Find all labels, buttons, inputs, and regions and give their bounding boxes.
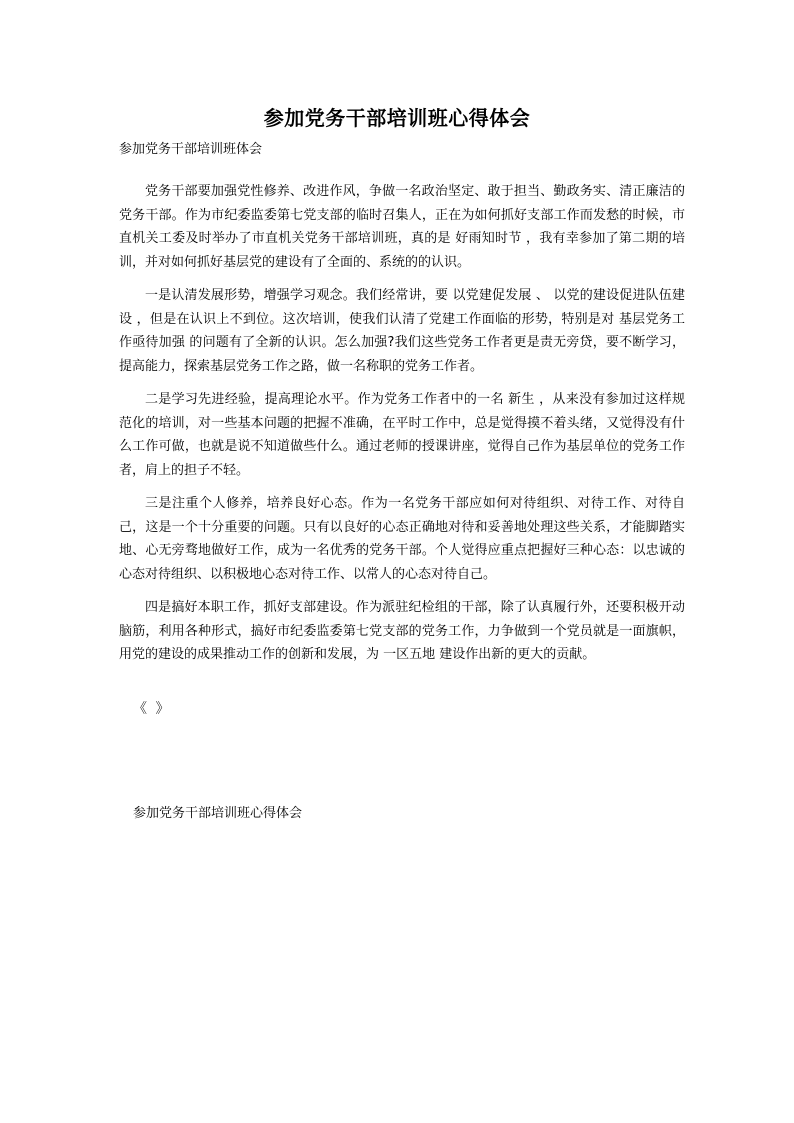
paragraph-point-3: 三是注重个人修养，培养良好心态。作为一名党务干部应如何对待组织、对待工作、对待自己，这是一个十分重要的问题。只有以良好的心态正确地对待和妥善地处理这些关系，才能脚踏实地、心无旁骛地做好工作，成为一名优秀的党务干部。个人觉得应重点把握好三种心态：以忠诚的心态对待组织、以积极地心态对待工作、以常人的心态对待自己。 (119, 496, 685, 582)
document-body (119, 180, 685, 677)
document-title: 参加党务干部培训班心得体会 (263, 106, 531, 130)
document-subtitle: 参加党务干部培训班体会 (119, 142, 263, 157)
paragraph-point-2: 二是学习先进经验，提高理论水平。作为党务工作者中的一名 新生 ，从来没有参加过这样规范化的培训，对一些基本问题的把握不准确，在平时工作中，总是觉得摸不着头绪，又觉得没有什么工作可做，也就是说不知道做些什么。通过老师的授课讲座，觉得自己作为基层单位的党务工作者，肩上的担子不轻。 (119, 392, 685, 478)
paragraph-intro: 党务干部要加强党性修养、改进作风，争做一名政治坚定、敢于担当、勤政务实、清正廉洁的党务干部。作为市纪委监委第七党支部的临时召集人，正在为如何抓好支部工作而发愁的时候，市直机关工委及时举办了市直机关党务干部培训班，真的是 好雨知时节 ，我有幸参加了第二期的培训，并对如何抓好基层党的建设有了全面的、系统的的认识。 (119, 184, 685, 270)
paragraph-point-4: 四是搞好本职工作，抓好支部建设。作为派驻纪检组的干部，除了认真履行外，还要积极开动脑筋，利用各种形式，搞好市纪委监委第七党支部的党务工作，力争做到一个党员就是一面旗帜，用党的建设的成果推动工作的创新和发展，为 一区五地 建设作出新的更大的贡献。 (119, 600, 685, 662)
paragraph-point-1: 一是认清发展形势，增强学习观念。我们经常讲，要 以党建促发展 、 以党的建设促进队伍建设 ，但是在认识上不到位。这次培训，使我们认清了党建工作面临的形势，特别是对 基层党务工作亟待加强 的问题有了全新的认识。怎么加强?我们这些党务工作者更是责无旁贷，要不断学习，提高能力，探索基层党务工作之路，做一名称职的党务工作者。 (119, 288, 685, 374)
nav-marks: 《 》 (133, 701, 172, 717)
footer-title: 参加党务干部培训班心得体会 (133, 806, 303, 821)
